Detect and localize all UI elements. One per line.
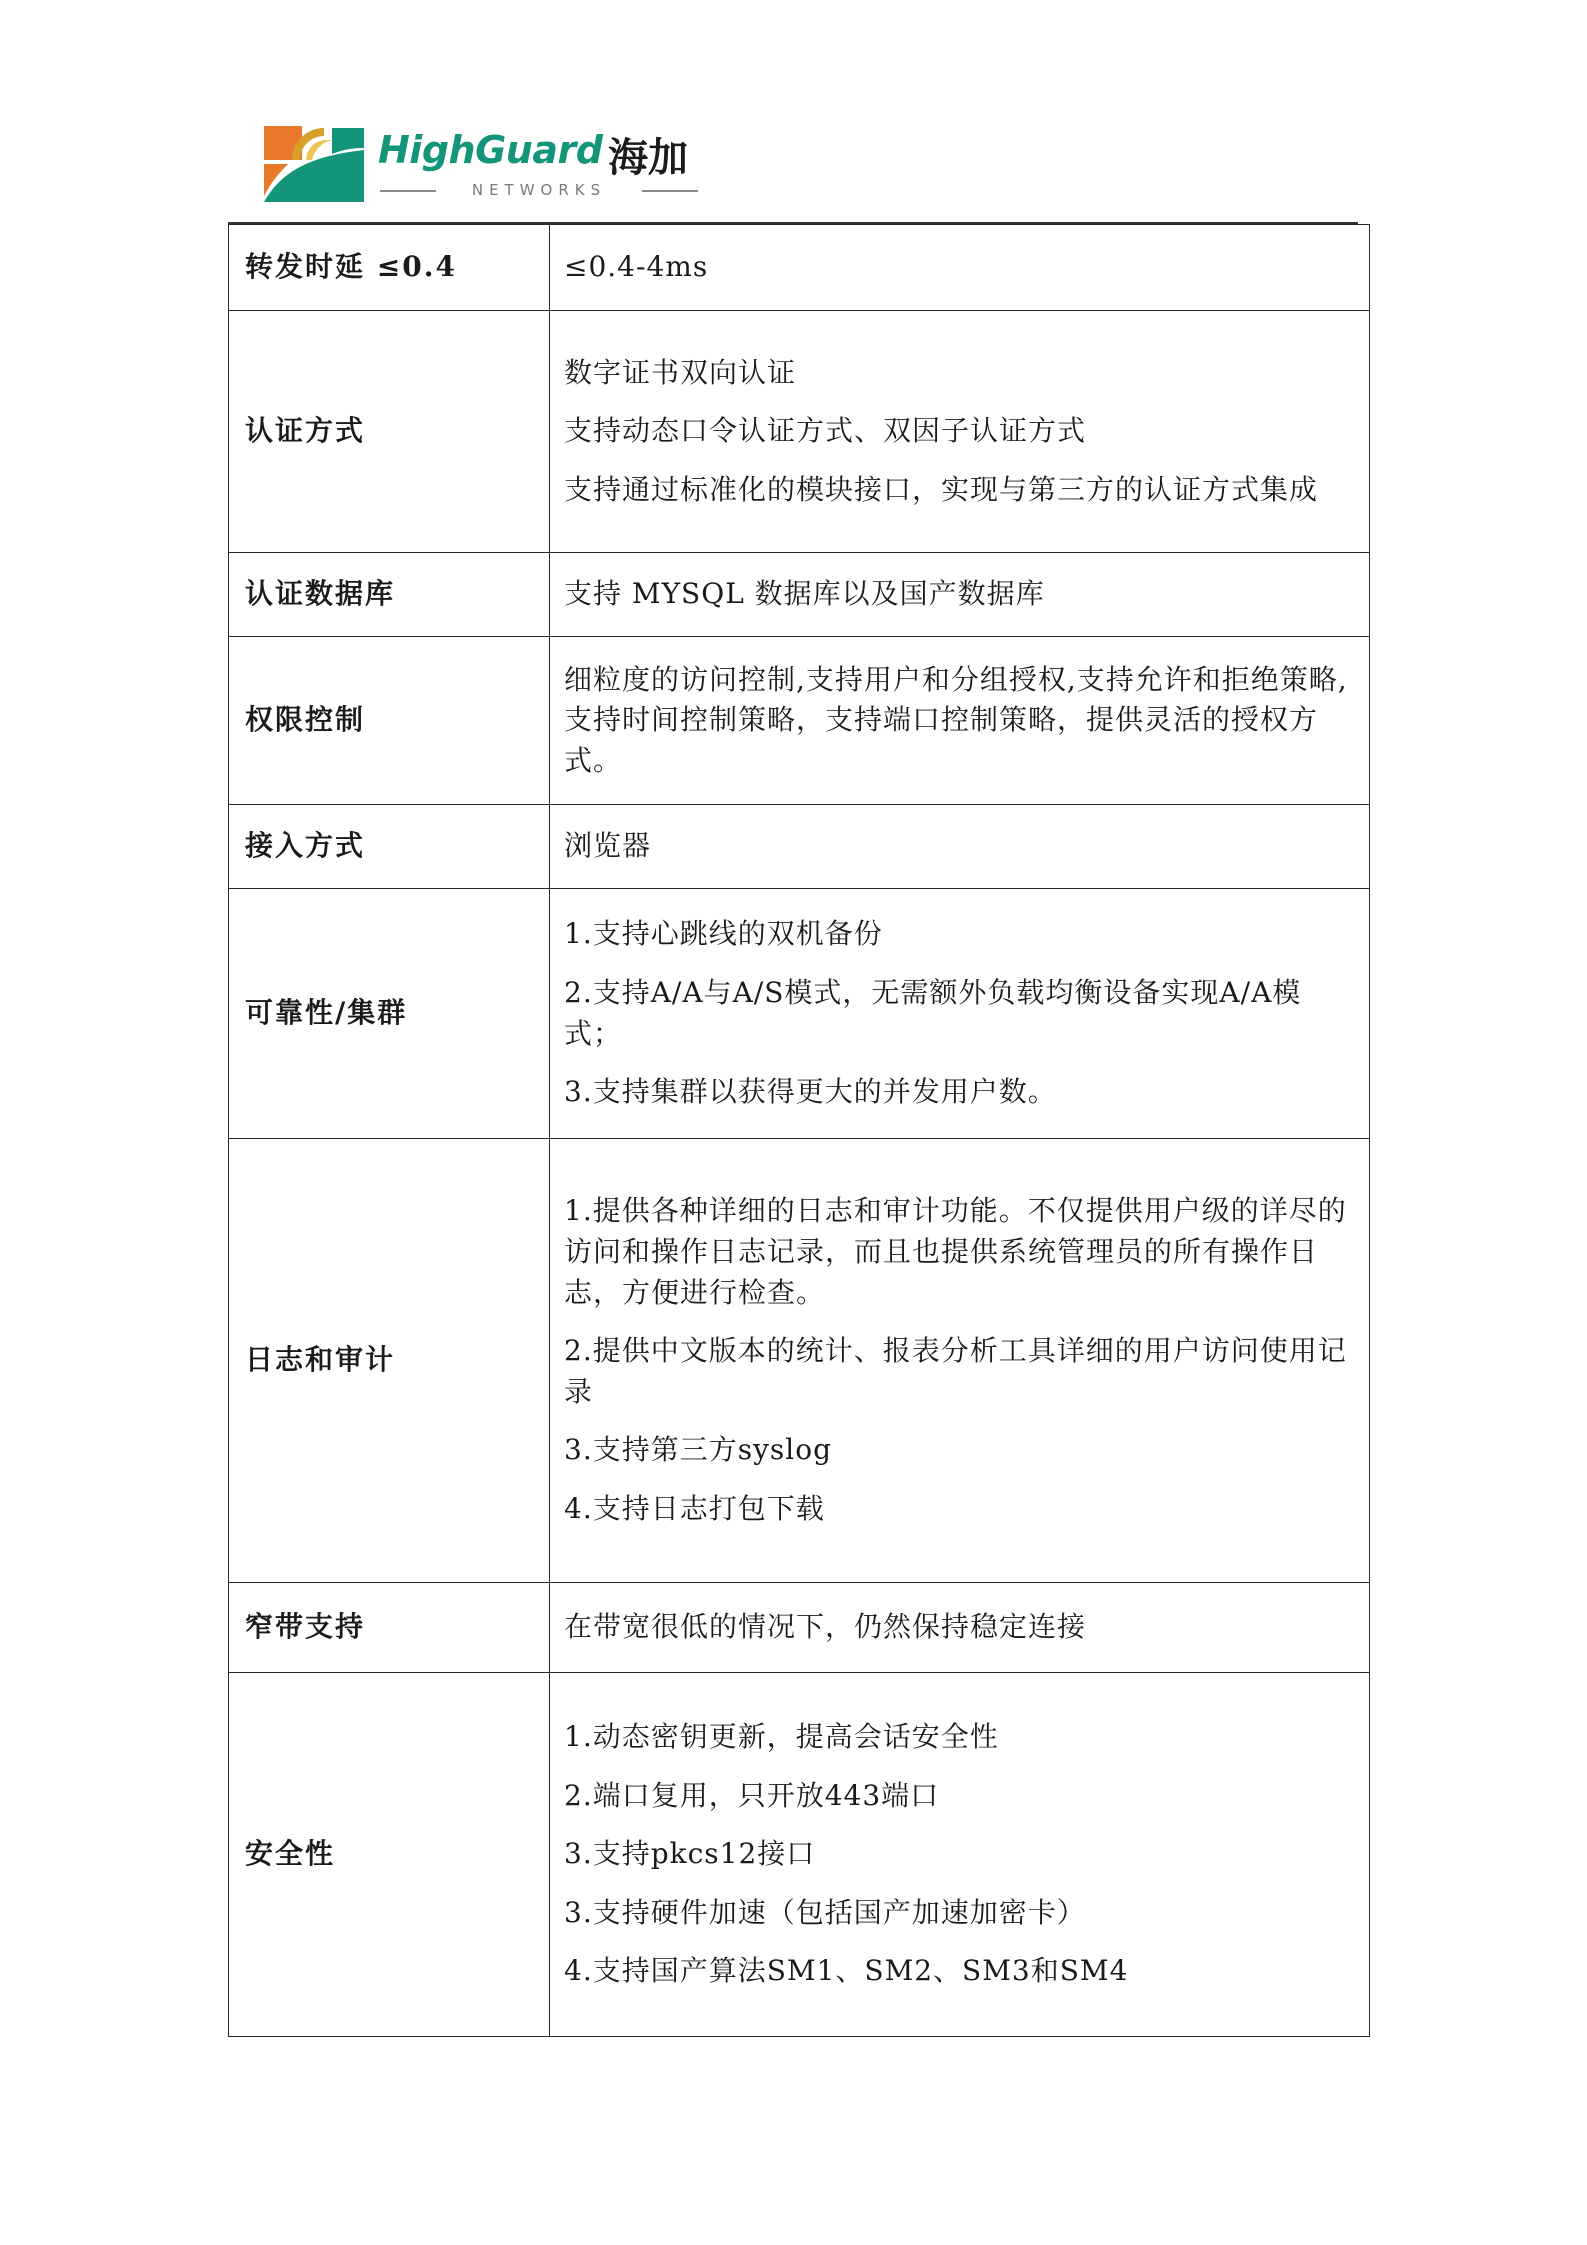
spec-content — [550, 805, 1370, 889]
brand-subtitle: NETWORKS — [380, 178, 698, 202]
spec-table — [228, 224, 1370, 2037]
spec-line: 支持通过标准化的模块接口，实现与第三方的认证方式集成 — [564, 472, 1319, 506]
spec-line: 3.支持pkcs12接口 — [564, 1837, 816, 1871]
spec-line: 4.支持日志打包下载 — [564, 1491, 825, 1525]
spec-content — [550, 311, 1370, 553]
spec-line: 4.支持国产算法SM1、SM2、SM3和SM4 — [564, 1954, 1129, 1988]
spec-row — [229, 1673, 1370, 2037]
spec-label: 认证数据库 — [229, 553, 550, 637]
spec-line: 3.支持硬件加速（包括国产加速加密卡） — [564, 1895, 1086, 1929]
spec-line: 2.提供中文版本的统计、报表分析工具详细的用户访问使用记录 — [564, 1334, 1347, 1408]
company-logo — [262, 120, 702, 206]
spec-content — [550, 889, 1370, 1139]
spec-line: 细粒度的访问控制,支持用户和分组授权,支持允许和拒绝策略,支持时间控制策略，支持端口控制策略，提供灵活的授权方式。 — [564, 662, 1348, 777]
spec-label: 认证方式 — [229, 311, 550, 553]
spec-label: 可靠性/集群 — [229, 889, 550, 1139]
spec-row — [229, 311, 1370, 553]
spec-line: 3.支持集群以获得更大的并发用户数。 — [564, 1075, 1057, 1109]
spec-line: 1.支持心跳线的双机备份 — [564, 917, 883, 951]
spec-row — [229, 805, 1370, 889]
spec-label: 权限控制 — [229, 637, 550, 805]
spec-line: 1.提供各种详细的日志和审计功能。不仅提供用户级的详尽的访问和操作日志记录，而且也提供系统管理员的所有操作日志，方便进行检查。 — [564, 1194, 1347, 1309]
brand-wordmark: HighGuard — [378, 128, 603, 172]
spec-content — [550, 553, 1370, 637]
spec-line: 支持 MYSQL 数据库以及国产数据库 — [564, 577, 1045, 611]
spec-content — [550, 637, 1370, 805]
spec-row — [229, 1139, 1370, 1583]
spec-content — [550, 1139, 1370, 1583]
spec-content — [550, 1583, 1370, 1673]
spec-row — [229, 1583, 1370, 1673]
spec-line: 2.端口复用，只开放443端口 — [564, 1778, 940, 1812]
spec-label: 安全性 — [229, 1673, 550, 2037]
spec-label: 窄带支持 — [229, 1583, 550, 1673]
spec-row — [229, 225, 1370, 311]
spec-line: 浏览器 — [564, 829, 652, 863]
spec-content — [550, 1673, 1370, 2037]
brand-chinese-name: 海加 — [608, 135, 688, 181]
spec-label: 转发时延 ≤0.4 — [229, 225, 550, 311]
spec-row — [229, 553, 1370, 637]
spec-content — [550, 225, 1370, 311]
spec-line: 3.支持第三方syslog — [564, 1433, 833, 1467]
spec-line: 2.支持A/A与A/S模式，无需额外负载均衡设备实现A/A模式； — [564, 975, 1302, 1050]
spec-line: 1.动态密钥更新，提高会话安全性 — [564, 1720, 999, 1754]
spec-line: ≤0.4-4ms — [564, 250, 709, 284]
spec-line: 在带宽很低的情况下，仍然保持稳定连接 — [564, 1610, 1087, 1644]
highguard-logo-icon — [262, 120, 366, 204]
spec-line: 支持动态口令认证方式、双因子认证方式 — [564, 414, 1087, 448]
spec-line: 数字证书双向认证 — [564, 355, 797, 389]
spec-label: 接入方式 — [229, 805, 550, 889]
spec-row — [229, 637, 1370, 805]
spec-table-body — [229, 225, 1370, 2037]
spec-label: 日志和审计 — [229, 1139, 550, 1583]
spec-row — [229, 889, 1370, 1139]
